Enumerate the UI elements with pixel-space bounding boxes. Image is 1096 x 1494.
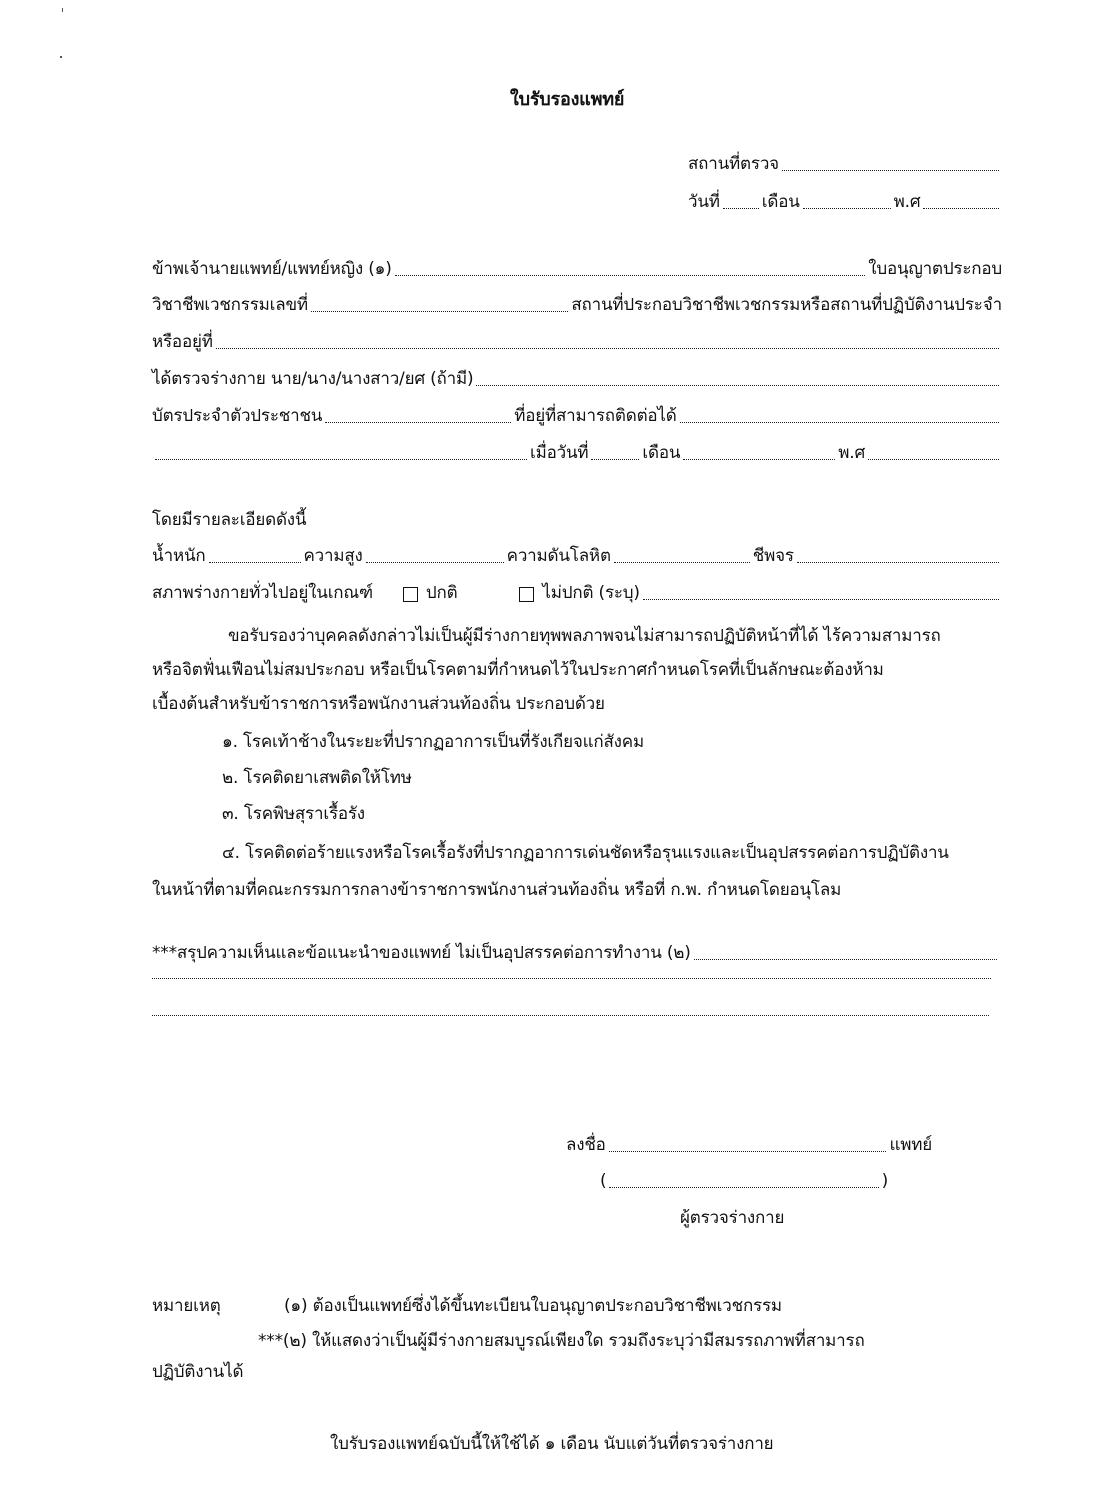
doctor-name-field[interactable] <box>152 257 1002 281</box>
patient-name-field[interactable] <box>152 367 1002 391</box>
document-title: ใบรับรองแพทย์ <box>510 89 625 110</box>
doctor-address-label: หรืออยู่ที่ <box>152 332 213 352</box>
disease-item-4: ๔. โรคติดต่อร้ายแรงหรือโรคเรื้อรังที่ปรากฏอาการเด่นชัดหรือรุนแรงและเป็นอุปสรรคต่อการปฏิบัติงาน <box>222 843 949 863</box>
exam-date-patient-field[interactable] <box>152 441 1002 465</box>
abnormal-detail-blank[interactable] <box>643 599 999 600</box>
date-month-blank[interactable] <box>803 208 891 209</box>
normal-label: ปกติ <box>425 583 458 603</box>
doctor-address-field[interactable] <box>152 330 1002 354</box>
open-paren: ( <box>600 1171 607 1191</box>
validity-footer: ใบรับรองแพทย์ฉบับนี้ให้ใช้ได้ ๑ เดือน นับแต่วันที่ตรวจร่างกาย <box>330 1434 774 1454</box>
disease-item-1: ๑. โรคเท้าช้างในระยะที่ปรากฏอาการเป็นที่รังเกียจแก่สังคม <box>222 732 644 752</box>
exam-place-field[interactable] <box>688 152 1002 176</box>
disease-item-4-continued: ในหน้าที่ตามที่คณะกรรมการกลางข้าราชการพนักงานส่วนท้องถิ่น หรือที่ ก.พ. กำหนดโดยอนุโลม <box>152 880 842 900</box>
patient-examined-label: ได้ตรวจร่างกาย นาย/นาง/นางสาว/ยศ (ถ้ามี) <box>152 369 474 389</box>
certify-line-1: ขอรับรองว่าบุคคลดังกล่าวไม่เป็นผู้มีร่างกายทุพพลภาพจนไม่สามารถปฏิบัติหน้าที่ได้ ไร้ความสามารถ <box>228 626 941 646</box>
doctor-address-blank[interactable] <box>216 348 999 349</box>
exam-date-field[interactable] <box>688 190 1002 214</box>
license-number-field[interactable] <box>152 293 1002 317</box>
pulse-label: ชีพจร <box>752 546 794 566</box>
general-condition-label: สภาพร่างกายทั่วไปอยู่ในเกณฑ์ <box>152 583 373 603</box>
contact-continued-blank[interactable] <box>155 459 527 460</box>
workplace-label: สถานที่ประกอบวิชาชีพเวชกรรมหรือสถานที่ปฏิบัติงานประจำ <box>571 295 1002 315</box>
contact-label: ที่อยู่ที่สามารถติดต่อได้ <box>514 406 677 426</box>
summary-blank-2[interactable] <box>152 978 991 979</box>
vitals-field[interactable] <box>152 544 1002 568</box>
abnormal-checkbox[interactable] <box>519 587 534 602</box>
date-month-label: เดือน <box>761 192 800 212</box>
date-day-label: วันที่ <box>688 192 720 212</box>
patient-year-blank[interactable] <box>868 459 999 460</box>
summary-line-2[interactable] <box>152 978 994 984</box>
patient-month-blank[interactable] <box>683 459 835 460</box>
sign-label: ลงชื่อ <box>566 1135 606 1155</box>
patient-month-label: เดือน <box>642 443 681 463</box>
summary-field[interactable] <box>152 941 1000 965</box>
height-label: ความสูง <box>303 546 363 566</box>
summary-blank-3[interactable] <box>152 1015 989 1016</box>
date-day-blank[interactable] <box>723 208 759 209</box>
certify-line-3: เบื้องต้นสำหรับข้าราชการหรือพนักงานส่วนท้องถิ่น ประกอบด้วย <box>152 694 605 714</box>
printed-name-field[interactable] <box>600 1169 888 1193</box>
signature-blank[interactable] <box>609 1151 887 1152</box>
date-year-blank[interactable] <box>923 208 999 209</box>
date-year-label: พ.ศ <box>893 192 921 212</box>
signature-field[interactable] <box>566 1133 932 1157</box>
height-blank[interactable] <box>366 562 504 563</box>
certify-line-2: หรือจิตฟั่นเฟือนไม่สมประกอบ หรือเป็นโรคตามที่กำหนดไว้ในประกาศกำหนดโรคที่เป็นลักษณะต้องห้าม <box>152 660 884 680</box>
patient-year-label: พ.ศ <box>838 443 866 463</box>
contact-blank[interactable] <box>680 422 999 423</box>
summary-line-3[interactable] <box>152 1015 992 1021</box>
note-2: ***(๒) ให้แสดงว่าเป็นผู้มีร่างกายสมบูรณ์เพียงใด รวมถึงระบุว่ามีสมรรถภาพที่สามารถ <box>258 1331 865 1351</box>
summary-blank[interactable] <box>694 959 997 960</box>
weight-label: น้ำหนัก <box>152 546 206 566</box>
id-card-field[interactable] <box>152 404 1002 428</box>
note-1: (๑) ต้องเป็นแพทย์ซึ่งได้ขึ้นทะเบียนใบอนุญาตประกอบวิชาชีพเวชกรรม <box>284 1296 782 1316</box>
patient-name-blank[interactable] <box>476 385 999 386</box>
doctor-label: แพทย์ <box>889 1135 932 1155</box>
disease-item-2: ๒. โรคติดยาเสพติดให้โทษ <box>222 768 412 788</box>
scan-speck <box>62 8 63 12</box>
examiner-label: ผู้ตรวจร่างกาย <box>680 1208 785 1228</box>
doctor-name-blank[interactable] <box>395 275 866 276</box>
id-card-label: บัตรประจำตัวประชาชน <box>152 406 323 426</box>
license-number-blank[interactable] <box>311 311 568 312</box>
weight-blank[interactable] <box>209 562 301 563</box>
summary-label: ***สรุปความเห็นและข้อแนะนำของแพทย์ ไม่เป็นอุปสรรคต่อการทำงาน (๒) <box>152 943 691 963</box>
disease-item-3: ๓. โรคพิษสุราเรื้อรัง <box>222 804 365 824</box>
blood-pressure-label: ความดันโลหิต <box>506 546 611 566</box>
notes-label: หมายเหตุ <box>152 1296 221 1316</box>
note-2-continued: ปฏิบัติงานได้ <box>152 1362 244 1382</box>
printed-name-blank[interactable] <box>609 1187 878 1188</box>
blood-pressure-blank[interactable] <box>614 562 750 563</box>
on-day-label: เมื่อวันที่ <box>530 443 589 463</box>
exam-place-label: สถานที่ตรวจ <box>688 154 779 174</box>
abnormal-label: ไม่ปกติ (ระบุ) <box>542 583 640 603</box>
scan-speck <box>60 56 62 58</box>
close-paren: ) <box>881 1171 888 1191</box>
id-card-blank[interactable] <box>325 422 511 423</box>
license-number-label: วิชาชีพเวชกรรมเลขที่ <box>152 295 308 315</box>
license-end-label: ใบอนุญาตประกอบ <box>868 259 1002 279</box>
normal-checkbox[interactable] <box>403 587 418 602</box>
on-day-blank[interactable] <box>591 459 639 460</box>
general-condition-field[interactable] <box>152 581 1002 605</box>
pulse-blank[interactable] <box>797 562 999 563</box>
doctor-intro-label: ข้าพเจ้านายแพทย์/แพทย์หญิง (๑) <box>152 259 392 279</box>
details-heading: โดยมีรายละเอียดดังนี้ <box>152 510 307 530</box>
exam-place-blank[interactable] <box>782 170 999 171</box>
